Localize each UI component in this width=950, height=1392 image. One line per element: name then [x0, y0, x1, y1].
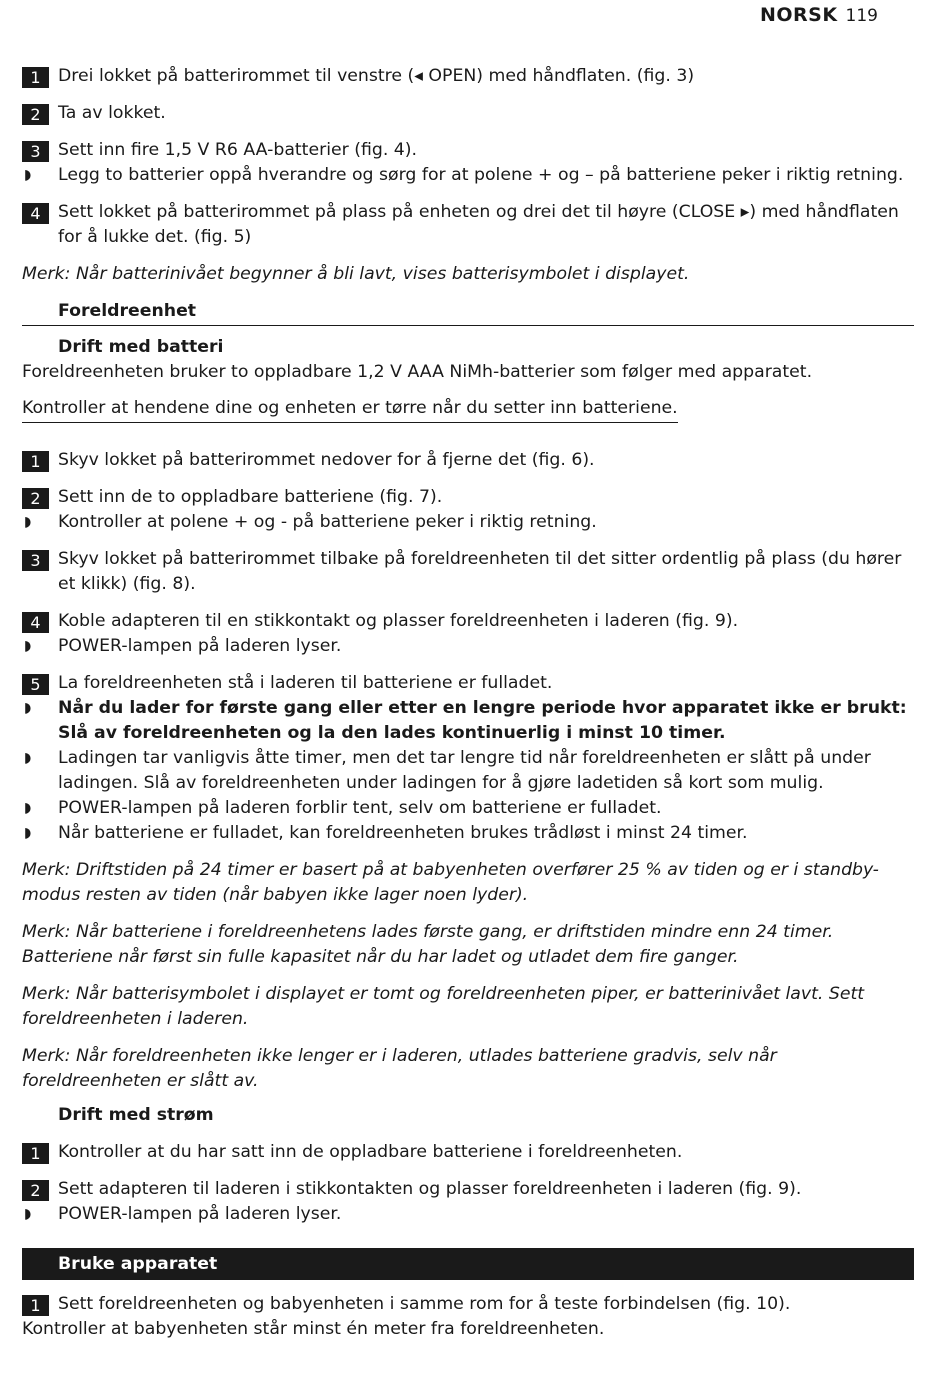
step-item — [22, 485, 914, 510]
step-number-badge: 2 — [22, 488, 49, 509]
step-number-badge: 1 — [22, 451, 49, 472]
section-heading-parent-unit: Foreldreenhet — [22, 299, 914, 326]
bullet-icon: ◗ — [24, 750, 32, 766]
step-item — [22, 64, 914, 89]
step-number-badge: 2 — [22, 104, 49, 125]
note-text: Merk: Når batteriene i foreldreenhetens lades første gang, er driftstiden mindre enn 24 timer. Batteriene når først sin fulle kapasitet når du har ladet og utladet dem fire ganger. — [22, 922, 834, 967]
step-item — [22, 1177, 914, 1202]
step-text: Sett foreldreenheten og babyenheten i samme rom for å teste forbindelsen (fig. 10). — [58, 1294, 791, 1314]
bullet-item — [22, 746, 914, 796]
bullet-text: POWER-lampen på laderen lyser. — [58, 1204, 342, 1224]
bullet-text: Når batteriene er fulladet, kan foreldreenheten brukes trådløst i minst 24 timer. — [58, 823, 748, 843]
step-number-badge: 1 — [22, 1295, 49, 1316]
bullet-icon: ◗ — [24, 825, 32, 841]
step-text: Skyv lokket på batterirommet nedover for å fjerne det (fig. 6). — [58, 450, 595, 470]
bullet-item — [22, 1202, 914, 1227]
bullet-icon: ◗ — [24, 800, 32, 816]
bullet-item — [22, 163, 914, 188]
bullet-item — [22, 634, 914, 659]
step-number-badge: 5 — [22, 674, 49, 695]
language-label: NORSK — [759, 4, 838, 26]
step-number-badge: 3 — [22, 550, 49, 571]
bullet-icon: ◗ — [24, 638, 32, 654]
step-text: Sett lokket på batterirommet på plass på enheten og drei det til høyre (CLOSE ▸) med håndflaten for å lukke det. (fig. 5) — [58, 202, 899, 247]
step-item — [22, 671, 914, 696]
step-number-badge: 2 — [22, 1180, 49, 1201]
bullet-text: Ladingen tar vanligvis åtte timer, men det tar lengre tid når foreldreenheten er slått på under ladingen. Slå av foreldreenheten under ladingen for å gjøre ladetiden så kort som mulig. — [58, 748, 871, 793]
page-number: 119 — [845, 6, 878, 26]
page-content — [22, 64, 914, 1342]
subsection-heading-battery: Drift med batteri — [58, 337, 224, 357]
paragraph-text: Foreldreenheten bruker to oppladbare 1,2 V AAA NiMh-batterier som følger med apparatet. — [22, 362, 813, 382]
subsection-heading-power: Drift med strøm — [58, 1105, 214, 1125]
bullet-item — [22, 796, 914, 821]
step-item — [22, 609, 914, 634]
step-text: La foreldreenheten stå i laderen til batteriene er fulladet. — [58, 673, 553, 693]
bullet-text: POWER-lampen på laderen lyser. — [58, 636, 342, 656]
paragraph-text: Kontroller at babyenheten står minst én meter fra foreldreenheten. — [22, 1319, 605, 1339]
note-text: Merk: Når foreldreenheten ikke lenger er i laderen, utlades batteriene gradvis, selv når foreldreenheten er slått av. — [22, 1046, 777, 1091]
step-text: Sett inn de to oppladbare batteriene (fig. 7). — [58, 487, 443, 507]
step-text: Skyv lokket på batterirommet tilbake på foreldreenheten til det sitter ordentlig på plass (du hører et klikk) (fig. 8). — [58, 549, 902, 594]
bullet-item — [22, 510, 914, 535]
step-text: Ta av lokket. — [58, 103, 166, 123]
bullet-icon: ◗ — [24, 1206, 32, 1222]
step-item — [22, 101, 914, 126]
step-item — [22, 1292, 914, 1317]
bullet-item — [22, 696, 914, 746]
bullet-text-bold: Når du lader for første gang eller etter en lengre periode hvor apparatet ikke er brukt: Slå av foreldreenheten og la den lades kontinuerlig i minst 10 timer. — [58, 698, 907, 743]
bullet-text: POWER-lampen på laderen forblir tent, selv om batteriene er fulladet. — [58, 798, 662, 818]
note-text: Merk: Når batterisymbolet i displayet er tomt og foreldreenheten piper, er batterinivået lavt. Sett foreldreenheten i laderen. — [22, 984, 865, 1029]
note-text: Merk: Når batterinivået begynner å bli lavt, vises batterisymbolet i displayet. — [22, 264, 690, 284]
step-text: Sett adapteren til laderen i stikkontakten og plasser foreldreenheten i laderen (fig. 9). — [58, 1179, 802, 1199]
section-bar-use-appliance: Bruke apparatet — [22, 1248, 914, 1280]
step-text: Drei lokket på batterirommet til venstre (◂ OPEN) med håndflaten. (fig. 3) — [58, 66, 695, 86]
step-number-badge: 4 — [22, 612, 49, 633]
page-header — [760, 4, 878, 26]
step-number-badge: 1 — [22, 67, 49, 88]
warning-text: Kontroller at hendene dine og enheten er tørre når du setter inn batteriene. — [22, 396, 678, 423]
bullet-icon: ◗ — [24, 167, 32, 183]
step-number-badge: 1 — [22, 1143, 49, 1164]
step-item — [22, 448, 914, 473]
bullet-icon: ◗ — [24, 514, 32, 530]
step-item — [22, 138, 914, 163]
step-item — [22, 547, 914, 597]
step-item — [22, 1140, 914, 1165]
bullet-text: Kontroller at polene + og - på batteriene peker i riktig retning. — [58, 512, 597, 532]
step-number-badge: 4 — [22, 203, 49, 224]
step-text: Kontroller at du har satt inn de oppladbare batteriene i foreldreenheten. — [58, 1142, 683, 1162]
bullet-text: Legg to batterier oppå hverandre og sørg for at polene + og – på batteriene peker i riktig retning. — [58, 165, 904, 185]
bullet-item — [22, 821, 914, 846]
step-item — [22, 200, 914, 250]
step-text: Koble adapteren til en stikkontakt og plasser foreldreenheten i laderen (fig. 9). — [58, 611, 739, 631]
step-text: Sett inn fire 1,5 V R6 AA-batterier (fig. 4). — [58, 140, 418, 160]
step-number-badge: 3 — [22, 141, 49, 162]
note-text: Merk: Driftstiden på 24 timer er basert på at babyenheten overfører 25 % av tiden og er i standby-modus resten av tiden (når babyen ikke lager noen lyder). — [22, 860, 879, 905]
bullet-icon: ◗ — [24, 700, 32, 716]
